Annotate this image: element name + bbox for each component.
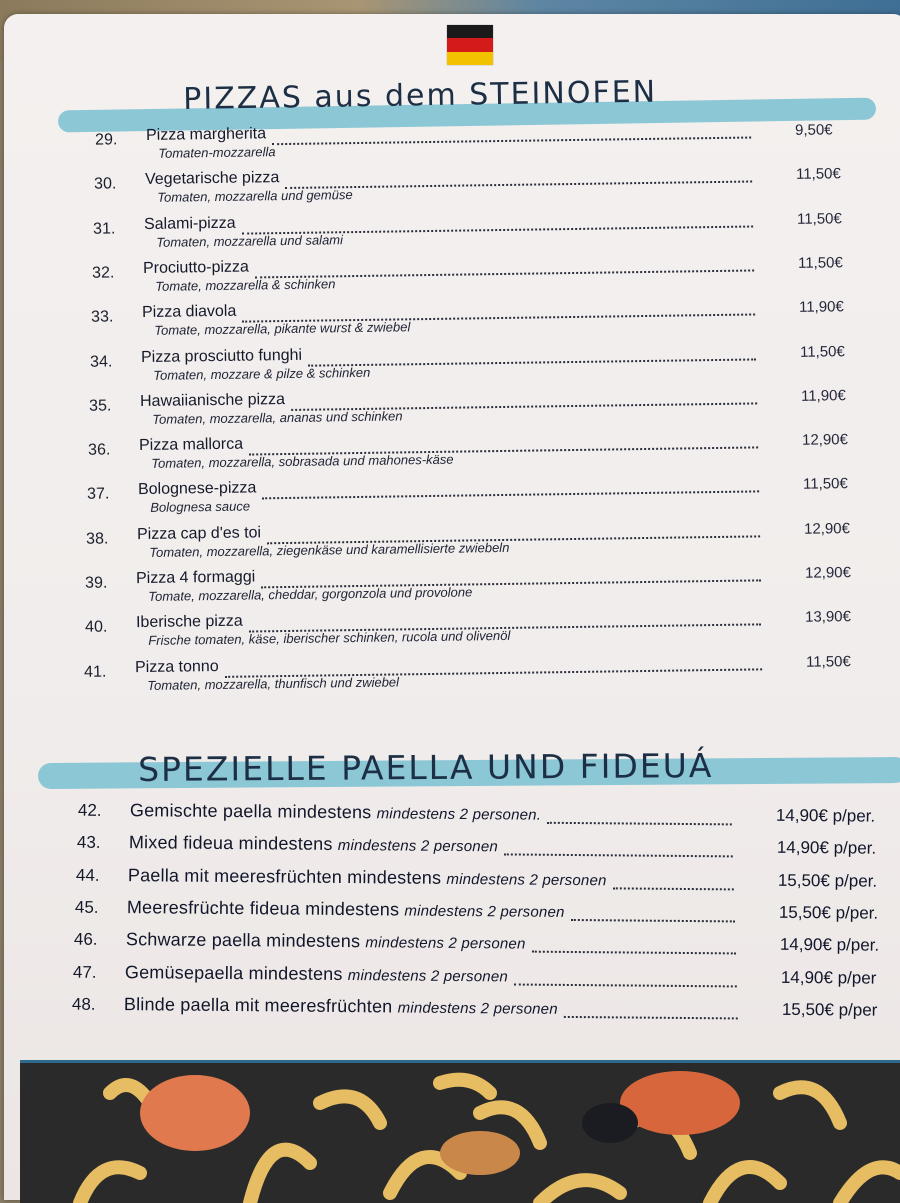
paella-item-name-line <box>125 962 508 986</box>
paella-photo-image <box>20 1063 900 1203</box>
pizza-item-price: 9,50€ <box>794 121 833 139</box>
paella-item-number: 43. <box>76 832 101 853</box>
pizza-item-price: 12,90€ <box>803 519 851 538</box>
pizza-item-number: 36. <box>87 441 111 459</box>
pizza-item-number: 31. <box>92 219 116 238</box>
paella-item-number: 46. <box>73 929 98 950</box>
pizza-item-description: Frische tomaten, käse, iberischer schinken, rucola und olivenöl <box>148 628 511 649</box>
pizza-item-price: 11,50€ <box>799 342 845 361</box>
pizza-item-price: 11,50€ <box>797 254 843 272</box>
paella-item-price: 15,50€ p/per. <box>777 870 878 891</box>
pizza-item-name: Pizza margherita <box>145 125 267 144</box>
pizza-section-title: PIZZAS aus dem STEINOFEN <box>183 74 658 117</box>
paella-item-number: 47. <box>72 962 97 982</box>
pizza-item-price: 12,90€ <box>804 564 852 582</box>
paella-item-name-line <box>128 865 607 890</box>
pizza-item-number: 40. <box>84 618 108 637</box>
pizza-item-price: 11,50€ <box>802 475 848 494</box>
pizza-item-number: 32. <box>91 264 115 282</box>
paella-item-leader <box>504 850 733 858</box>
pizza-item-description: Tomate, mozzarella, cheddar, gorgonzola und provolone <box>148 584 473 604</box>
paella-item-number: 44. <box>75 865 100 885</box>
paella-item-name: Gemischte paella mindestens <box>129 800 372 823</box>
paella-item-note: mindestens 2 personen <box>365 934 526 953</box>
pizza-item-name: Salami-pizza <box>143 214 236 233</box>
pizza-item-description: Tomaten, mozzarella, ananas und schinken <box>152 408 403 427</box>
pizza-item-name: Pizza mallorca <box>138 435 244 455</box>
paella-item-name: Paella mit meeresfrüchten mindestens <box>127 864 442 888</box>
paella-item-leader <box>613 883 734 890</box>
pizza-item-name: Prociutto-pizza <box>142 258 249 277</box>
pizza-item-description: Tomaten, mozzarella, thunfisch und zwiebel <box>147 674 400 693</box>
pizza-item-description: Tomate, mozzarella & schinken <box>155 276 336 294</box>
pizza-item-number: 33. <box>90 308 114 326</box>
paella-item-name: Mixed fideua mindestens <box>128 832 333 855</box>
pizza-item-number: 41. <box>83 663 107 681</box>
paella-item-note: mindestens 2 personen <box>347 966 509 985</box>
paella-item-note: mindestens 2 personen <box>446 870 607 889</box>
pizza-item-number: 30. <box>93 175 117 193</box>
paella-item-name: Meeresfrüchte fideua mindestens <box>126 896 400 920</box>
paella-item-price: 14,90€ p/per. <box>775 805 876 826</box>
paella-item-leader <box>564 1012 738 1020</box>
pizza-item-description: Tomaten, mozzarella, ziegenkäse und karamellisierte zwiebeln <box>149 539 510 560</box>
pizza-item-price: 11,50€ <box>796 209 842 228</box>
paella-item-leader <box>571 915 735 922</box>
paella-item-note: mindestens 2 personen <box>397 999 558 1018</box>
paella-item-note: mindestens 2 personen <box>337 837 499 856</box>
paella-item-price: 14,90€ p/per. <box>779 934 880 955</box>
pizza-item-price: 11,90€ <box>798 298 844 317</box>
pizza-item-description: Tomaten, mozzarella, sobrasada und mahones-käse <box>151 451 454 471</box>
paella-item-name-line <box>127 897 565 922</box>
paella-item-number: 45. <box>74 897 99 917</box>
paella-item-note: mindestens 2 personen. <box>376 805 542 824</box>
pizza-item-description: Bolognesa sauce <box>150 498 251 516</box>
pizza-item-description: Tomaten, mozzarella und salami <box>156 231 344 250</box>
pizza-item-description: Tomate, mozzarella, pikante wurst & zwiebel <box>154 319 411 339</box>
pizza-item-name: Pizza prosciutto funghi <box>140 346 303 366</box>
pizza-item-name: Pizza 4 formaggi <box>135 568 256 588</box>
pizza-item-price: 13,90€ <box>804 608 852 627</box>
pizza-item-name: Pizza cap d'es toi <box>136 524 262 543</box>
paella-item-name-line <box>129 832 498 856</box>
paella-item-name: Blinde paella mit meeresfrüchten <box>123 993 393 1017</box>
paella-item-note: mindestens 2 personen <box>404 902 565 921</box>
pizza-item-number: 29. <box>94 131 118 149</box>
pizza-item-number: 37. <box>86 485 110 504</box>
paella-item-price: 14,90€ p/per. <box>776 838 877 858</box>
paella-item-number: 48. <box>71 994 96 1014</box>
pizza-item-name: Pizza tonno <box>134 657 219 676</box>
pizza-item-description: Tomaten, mozzare & pilze & schinken <box>153 364 371 383</box>
paella-item-name-line <box>130 800 541 825</box>
pizza-item-price: 11,50€ <box>805 652 851 671</box>
pizza-item-price: 12,90€ <box>801 431 849 449</box>
pizza-item-price: 11,50€ <box>795 165 841 184</box>
pizza-item-name: Vegetarische pizza <box>144 169 280 189</box>
pizza-item-description: Tomaten-mozzarella <box>158 144 276 161</box>
paella-photo <box>20 1060 900 1203</box>
pizza-item-number: 34. <box>89 352 113 371</box>
paella-item-name-line <box>124 994 558 1019</box>
paella-item-name: Gemüsepaella mindestens <box>124 961 343 984</box>
pizza-item-description: Tomaten, mozzarella und gemüse <box>157 187 353 206</box>
paella-item-price: 14,90€ p/per <box>780 967 877 988</box>
paella-section-title: SPEZIELLE PAELLA UND FIDEUÁ <box>138 745 714 789</box>
pizza-item-price: 11,90€ <box>800 386 846 405</box>
paella-item-leader <box>532 947 736 955</box>
paella-item-number: 42. <box>77 800 102 820</box>
pizza-item-name: Pizza diavola <box>141 302 237 322</box>
paella-item-name: Schwarze paella mindestens <box>125 929 361 952</box>
pizza-item-name: Hawaiianische pizza <box>139 390 286 410</box>
paella-item-price: 15,50€ p/per. <box>778 902 879 923</box>
paella-item-leader <box>547 818 732 826</box>
pizza-item-name: Iberische pizza <box>135 612 243 632</box>
pizza-item-name: Bolognese-pizza <box>137 479 257 499</box>
pizza-item-number: 38. <box>85 530 109 548</box>
pizza-item-number: 39. <box>84 574 108 592</box>
paella-item <box>0 994 900 1032</box>
paella-item-price: 15,50€ p/per <box>781 999 878 1020</box>
paella-item-leader <box>514 979 737 987</box>
paella-item-name-line <box>126 929 526 953</box>
pizza-item-number: 35. <box>88 397 112 415</box>
